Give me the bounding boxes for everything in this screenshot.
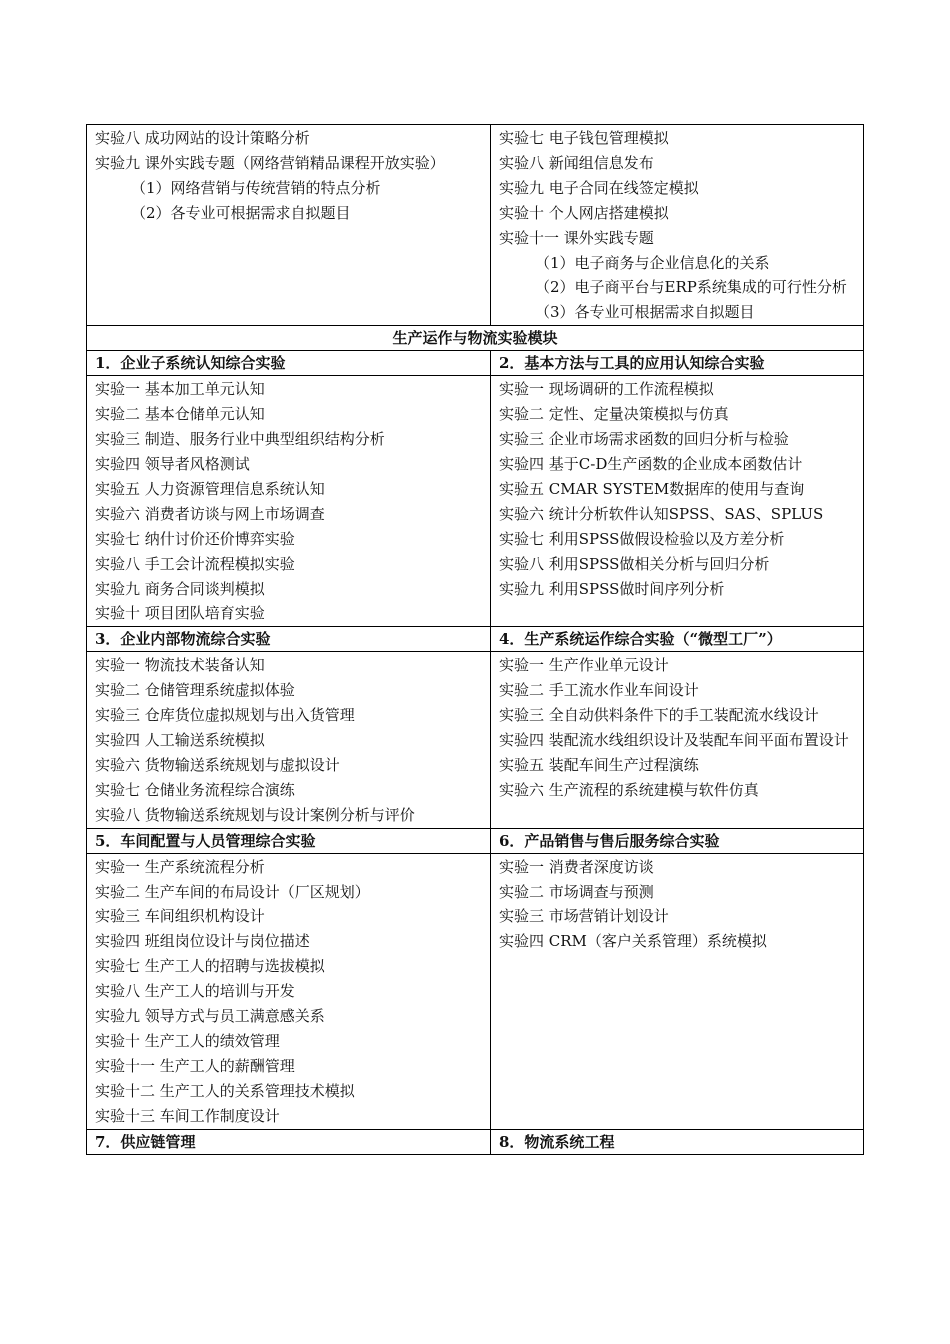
experiment-item: 实验十二 生产工人的关系管理技术模拟 (95, 1081, 355, 1100)
experiment-item: 实验二 定性、定量决策模拟与仿真 (499, 405, 729, 424)
experiment-item: 实验八 货物输送系统规划与设计案例分析与评价 (95, 805, 415, 824)
experiment-item: （2）电子商平台与ERP系统集成的可行性分析 (535, 278, 847, 297)
experiment-table (86, 124, 864, 1155)
experiment-item: 实验五 人力资源管理信息系统认知 (95, 479, 325, 498)
experiment-item: 实验七 利用SPSS做假设检验以及方差分析 (499, 529, 785, 548)
module-title: 3．企业内部物流综合实验 (87, 627, 491, 652)
module-items-row (87, 853, 864, 1129)
experiment-item: 实验二 市场调查与预测 (499, 882, 654, 901)
module-header-row (87, 1129, 864, 1154)
top-block-left-cell (87, 125, 491, 326)
experiment-item: 实验六 生产流程的系统建模与软件仿真 (499, 780, 759, 799)
experiment-item: （1）电子商务与企业信息化的关系 (535, 253, 770, 272)
module-title: 4．生产系统运作综合实验（“微型工厂”） (491, 627, 864, 652)
module-items-cell (491, 376, 864, 627)
experiment-item: 实验一 物流技术装备认知 (95, 656, 265, 675)
module-items-row (87, 652, 864, 828)
experiment-item: 实验一 现场调研的工作流程模拟 (499, 380, 714, 399)
experiment-item: 实验十 项目团队培育实验 (95, 604, 265, 623)
module-items-cell (87, 652, 491, 828)
experiment-item: 实验九 商务合同谈判模拟 (95, 579, 265, 598)
experiment-item: 实验一 生产作业单元设计 (499, 656, 669, 675)
experiment-item: 实验七 仓储业务流程综合演练 (95, 780, 295, 799)
module-title: 2．基本方法与工具的应用认知综合实验 (491, 351, 864, 376)
experiment-item: 实验一 消费者深度访谈 (499, 857, 654, 876)
module-header-row (87, 627, 864, 652)
experiment-item: 实验八 新闻组信息发布 (499, 153, 654, 172)
experiment-item: 实验四 领导者风格测试 (95, 454, 250, 473)
experiment-item: （3）各专业可根据需求自拟题目 (535, 303, 755, 322)
experiment-item: 实验十 个人网店搭建模拟 (499, 203, 669, 222)
experiment-item: 实验一 生产系统流程分析 (95, 857, 265, 876)
experiment-item: 实验三 市场营销计划设计 (499, 907, 669, 926)
experiment-item: 实验八 生产工人的培训与开发 (95, 982, 295, 1001)
experiment-item: 实验三 仓库货位虚拟规划与出入货管理 (95, 706, 355, 725)
experiment-item: 实验二 基本仓储单元认知 (95, 405, 265, 424)
experiment-item: （2）各专业可根据需求自拟题目 (131, 203, 351, 222)
experiment-item: 实验九 课外实践专题（网络营销精品课程开放实验） (95, 153, 445, 172)
section-title: 生产运作与物流实验模块 (87, 326, 864, 351)
experiment-item: 实验四 CRM（客户关系管理）系统模拟 (499, 932, 767, 951)
experiment-item: 实验六 统计分析软件认知SPSS、SAS、SPLUS (499, 504, 824, 523)
experiment-item: 实验九 领导方式与员工满意感关系 (95, 1007, 325, 1026)
experiment-item: 实验三 企业市场需求函数的回归分析与检验 (499, 430, 789, 449)
module-title: 8．物流系统工程 (491, 1129, 864, 1154)
experiment-item: 实验一 基本加工单元认知 (95, 380, 265, 399)
module-items-cell (491, 853, 864, 1129)
module-title: 7．供应链管理 (87, 1129, 491, 1154)
experiment-item: 实验四 基于C-D生产函数的企业成本函数估计 (499, 454, 803, 473)
experiment-item: 实验四 班组岗位设计与岗位描述 (95, 932, 310, 951)
experiment-item: 实验二 手工流水作业车间设计 (499, 681, 699, 700)
module-items-cell (87, 853, 491, 1129)
experiment-item: 实验三 制造、服务行业中典型组织结构分析 (95, 430, 385, 449)
experiment-item: 实验十三 车间工作制度设计 (95, 1106, 280, 1125)
experiment-item: 实验三 车间组织机构设计 (95, 907, 265, 926)
top-block-right-cell (491, 125, 864, 326)
module-header-row (87, 351, 864, 376)
experiment-item: 实验七 生产工人的招聘与选拔模拟 (95, 957, 325, 976)
experiment-item: 实验二 仓储管理系统虚拟体验 (95, 681, 295, 700)
experiment-item: 实验九 利用SPSS做时间序列分析 (499, 579, 725, 598)
module-title: 5．车间配置与人员管理综合实验 (87, 828, 491, 853)
experiment-item: 实验八 利用SPSS做相关分析与回归分析 (499, 554, 770, 573)
module-title: 6．产品销售与售后服务综合实验 (491, 828, 864, 853)
experiment-item: 实验二 生产车间的布局设计（厂区规划） (95, 882, 370, 901)
experiment-item: 实验六 消费者访谈与网上市场调查 (95, 504, 325, 523)
experiment-item: 实验八 成功网站的设计策略分析 (95, 129, 310, 147)
experiment-item: 实验十一 生产工人的薪酬管理 (95, 1056, 295, 1075)
experiment-item: 实验四 人工输送系统模拟 (95, 731, 265, 750)
experiment-item: 实验七 纳什讨价还价博弈实验 (95, 529, 295, 548)
module-title: 1．企业子系统认知综合实验 (87, 351, 491, 376)
experiment-item: 实验五 装配车间生产过程演练 (499, 755, 699, 774)
experiment-item: （1）网络营销与传统营销的特点分析 (131, 178, 381, 197)
experiment-item: 实验十 生产工人的绩效管理 (95, 1032, 280, 1050)
module-header-row (87, 828, 864, 853)
experiment-item: 实验五 CMAR SYSTEM数据库的使用与查询 (499, 479, 805, 498)
experiment-item: 实验十一 课外实践专题 (499, 228, 654, 247)
module-items-cell (87, 376, 491, 627)
experiment-item: 实验八 手工会计流程模拟实验 (95, 554, 295, 573)
module-items-row (87, 376, 864, 627)
experiment-item: 实验六 货物输送系统规划与虚拟设计 (95, 755, 340, 774)
section-title-row (87, 326, 864, 351)
module-items-cell (491, 652, 864, 828)
experiment-item: 实验四 装配流水线组织设计及装配车间平面布置设计 (499, 731, 849, 750)
top-block-row (87, 125, 864, 326)
experiment-item: 实验九 电子合同在线签定模拟 (499, 178, 699, 197)
experiment-item: 实验三 全自动供料条件下的手工装配流水线设计 (499, 706, 819, 725)
experiment-item: 实验七 电子钱包管理模拟 (499, 129, 669, 147)
